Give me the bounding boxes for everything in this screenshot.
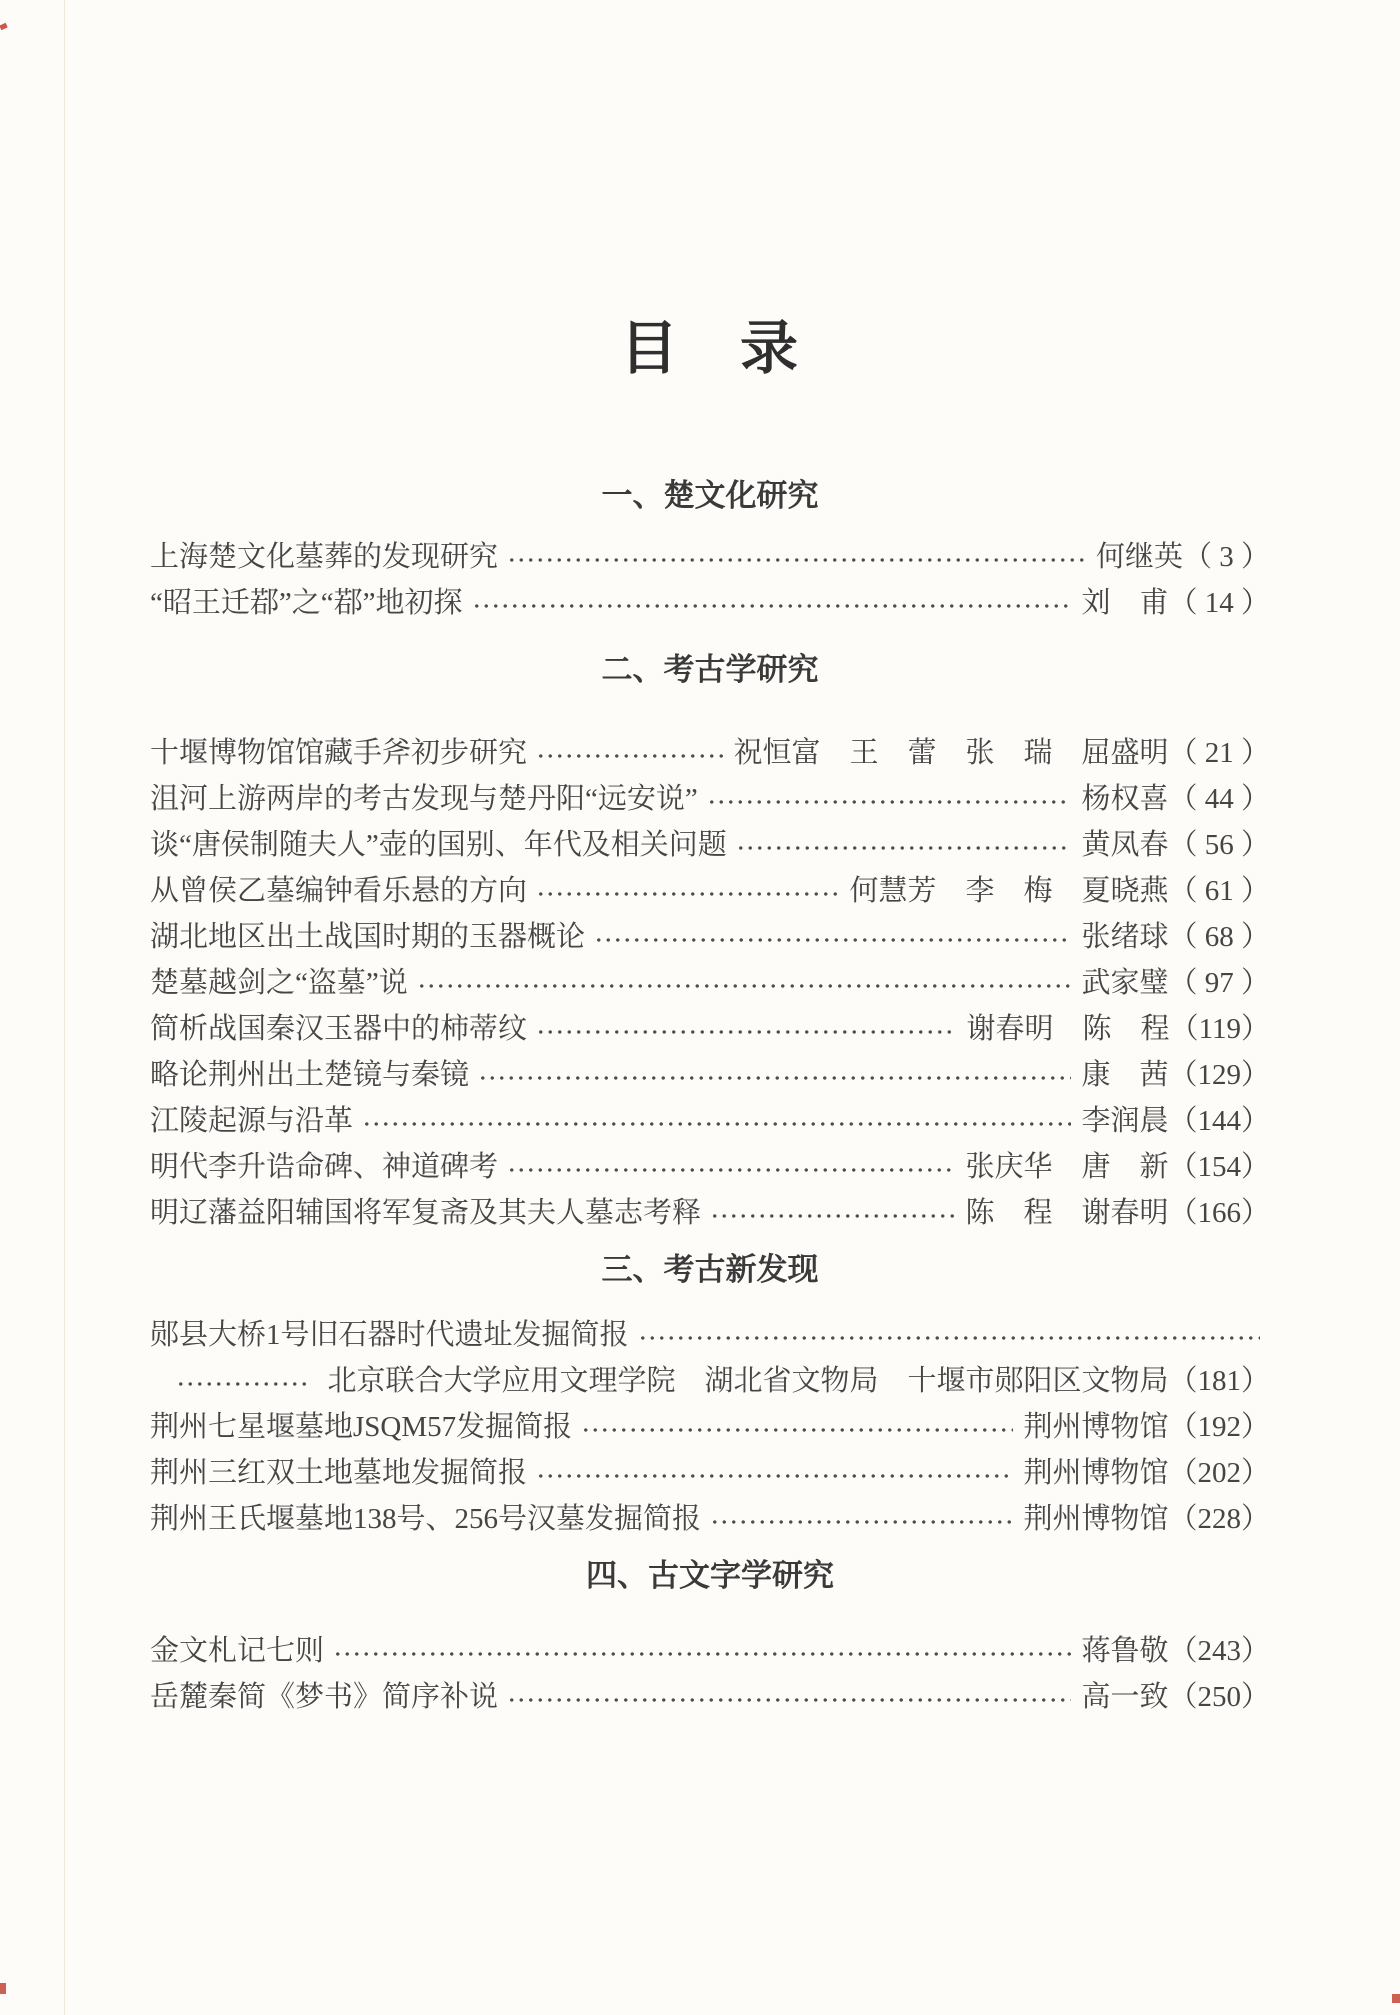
toc-entry (150, 868, 1270, 914)
dot-leader (536, 1450, 1013, 1496)
dot-leader (333, 1628, 1071, 1674)
toc-entry (150, 776, 1270, 822)
entry-title: 楚墓越剑之“盗墓”说 (150, 967, 408, 999)
entry-title: 简析战国秦汉玉器中的柿蒂纹 (150, 1013, 528, 1045)
entry-page: （ 97 ） (1168, 967, 1270, 999)
dot-leader (507, 1144, 955, 1190)
dot-leader (710, 1190, 955, 1236)
entry-page: （250） (1168, 1681, 1270, 1713)
entry-page: （ 14 ） (1168, 587, 1270, 619)
dot-leader (472, 580, 1072, 626)
entry-authors: 何继英 (1095, 541, 1183, 573)
entry-page: （ 68 ） (1168, 921, 1270, 953)
entry-title: 岳麓秦简《梦书》简序补说 (150, 1681, 499, 1713)
dot-leader (536, 730, 723, 776)
section-entries-4 (150, 1628, 1270, 1720)
page-title: 目 录 (619, 316, 800, 381)
entry-page: （ 44 ） (1168, 783, 1270, 815)
toc-entry (150, 730, 1270, 776)
toc-entry-wrapped-line1 (150, 1312, 1270, 1358)
entry-page: （ 61 ） (1168, 875, 1270, 907)
entry-title: 谈“唐侯制随夫人”壶的国别、年代及相关问题 (150, 829, 727, 861)
entry-authors: 康 茜 (1081, 1059, 1169, 1091)
entry-title: 金文札记七则 (150, 1635, 325, 1667)
toc-entry-wrapped-line2 (176, 1358, 1270, 1404)
page-fold-line (64, 0, 65, 2015)
section-heading-2: 二、考古学研究 (601, 652, 819, 687)
toc-entry (150, 822, 1270, 868)
entry-page: （192） (1168, 1411, 1270, 1443)
toc-entry (150, 1450, 1270, 1496)
entry-authors: 荆州博物馆 (1023, 1457, 1169, 1489)
dot-leader (536, 1006, 957, 1052)
entry-title: 荆州王氏堰墓地138号、256号汉墓发掘简报 (150, 1503, 702, 1535)
toc-entry (150, 1006, 1270, 1052)
dot-leader (536, 868, 839, 914)
entry-authors: 北京联合大学应用文理学院 湖北省文物局 十堰市郧阳区文物局 (327, 1365, 1169, 1397)
entry-authors: 张绪球 (1081, 921, 1169, 953)
entry-title: 荆州三红双土地墓地发掘简报 (150, 1457, 528, 1489)
entry-title: 沮河上游两岸的考古发现与楚丹阳“远安说” (150, 783, 698, 815)
dot-leader (594, 914, 1071, 960)
scan-edge-mark (0, 1983, 6, 1994)
section-entries-1 (150, 534, 1270, 626)
toc-entry (150, 1628, 1270, 1674)
dot-leader (478, 1052, 1071, 1098)
entry-title: 荆州七星堰墓地JSQM57发掘简报 (150, 1411, 573, 1443)
entry-authors: 谢春明 陈 程 (966, 1013, 1170, 1045)
entry-page: （228） (1168, 1503, 1270, 1535)
dot-leader (507, 1674, 1071, 1720)
dot-leader (736, 822, 1072, 868)
toc-entry (150, 534, 1270, 580)
entry-title: “昭王迁鄀”之“鄀”地初探 (150, 587, 463, 619)
dot-leader (707, 776, 1072, 822)
dot-leader (581, 1404, 1013, 1450)
entry-authors: 陈 程 谢春明 (965, 1197, 1169, 1229)
entry-authors: 荆州博物馆 (1023, 1411, 1169, 1443)
entry-title: 明辽藩益阳辅国将军复斋及其夫人墓志考释 (150, 1197, 702, 1229)
toc-entry (150, 1098, 1270, 1144)
entry-authors: 刘 甫 (1081, 587, 1169, 619)
toc-entry (150, 580, 1270, 626)
entry-page: （ 56 ） (1168, 829, 1270, 861)
entry-authors: 何慧芳 李 梅 夏晓燕 (849, 875, 1169, 907)
scan-edge-mark (1392, 1994, 1400, 2003)
entry-title: 从曾侯乙墓编钟看乐悬的方向 (150, 875, 528, 907)
toc-entry (150, 1674, 1270, 1720)
dot-leader (362, 1098, 1071, 1144)
entry-title: 上海楚文化墓葬的发现研究 (150, 541, 499, 573)
entry-title: 湖北地区出土战国时期的玉器概论 (150, 921, 586, 953)
entry-page: （ 3 ） (1182, 541, 1270, 573)
scan-edge-mark (0, 23, 8, 30)
entry-authors: 黄凤春 (1081, 829, 1169, 861)
section-heading-1: 一、楚文化研究 (601, 478, 819, 513)
entry-title: 郧县大桥1号旧石器时代遗址发掘简报 (150, 1319, 629, 1351)
entry-authors: 杨权喜 (1081, 783, 1169, 815)
entry-page: （166） (1168, 1197, 1270, 1229)
entry-page: （119） (1169, 1013, 1270, 1045)
toc-entry (150, 1190, 1270, 1236)
entry-authors: 祝恒富 王 蕾 张 瑞 屈盛明 (733, 737, 1169, 769)
entry-authors: 李润晨 (1081, 1105, 1169, 1137)
dot-leader (176, 1358, 308, 1404)
entry-page: （202） (1168, 1457, 1270, 1489)
toc-entry (150, 960, 1270, 1006)
entry-title: 江陵起源与沿革 (150, 1105, 354, 1137)
entry-page: （144） (1168, 1105, 1270, 1137)
section-heading-3: 三、考古新发现 (601, 1252, 819, 1287)
entry-authors: 蒋鲁敬 (1081, 1635, 1169, 1667)
entry-page: （243） (1168, 1635, 1270, 1667)
toc-entry (150, 1144, 1270, 1190)
section-heading-4: 四、古文字学研究 (586, 1558, 834, 1593)
section-entries-2 (150, 730, 1270, 1236)
entry-title: 明代李升诰命碑、神道碑考 (150, 1151, 499, 1183)
entry-authors: 武家璧 (1081, 967, 1169, 999)
entry-page: （129） (1168, 1059, 1270, 1091)
toc-entry (150, 1404, 1270, 1450)
entry-title: 十堰博物馆馆藏手斧初步研究 (150, 737, 528, 769)
entry-authors: 高一致 (1081, 1681, 1169, 1713)
section-entries-3 (150, 1312, 1270, 1542)
entry-page: （181） (1168, 1365, 1270, 1397)
toc-entry (150, 1052, 1270, 1098)
entry-authors: 张庆华 唐 新 (965, 1151, 1169, 1183)
dot-leader (710, 1496, 1013, 1542)
dot-leader (417, 960, 1072, 1006)
toc-entry (150, 914, 1270, 960)
dot-leader (507, 534, 1086, 580)
entry-authors: 荆州博物馆 (1023, 1503, 1169, 1535)
dot-leader (638, 1312, 1260, 1358)
toc-entry (150, 1496, 1270, 1542)
entry-page: （ 21 ） (1168, 737, 1270, 769)
entry-page: （154） (1168, 1151, 1270, 1183)
entry-title: 略论荆州出土楚镜与秦镜 (150, 1059, 470, 1091)
